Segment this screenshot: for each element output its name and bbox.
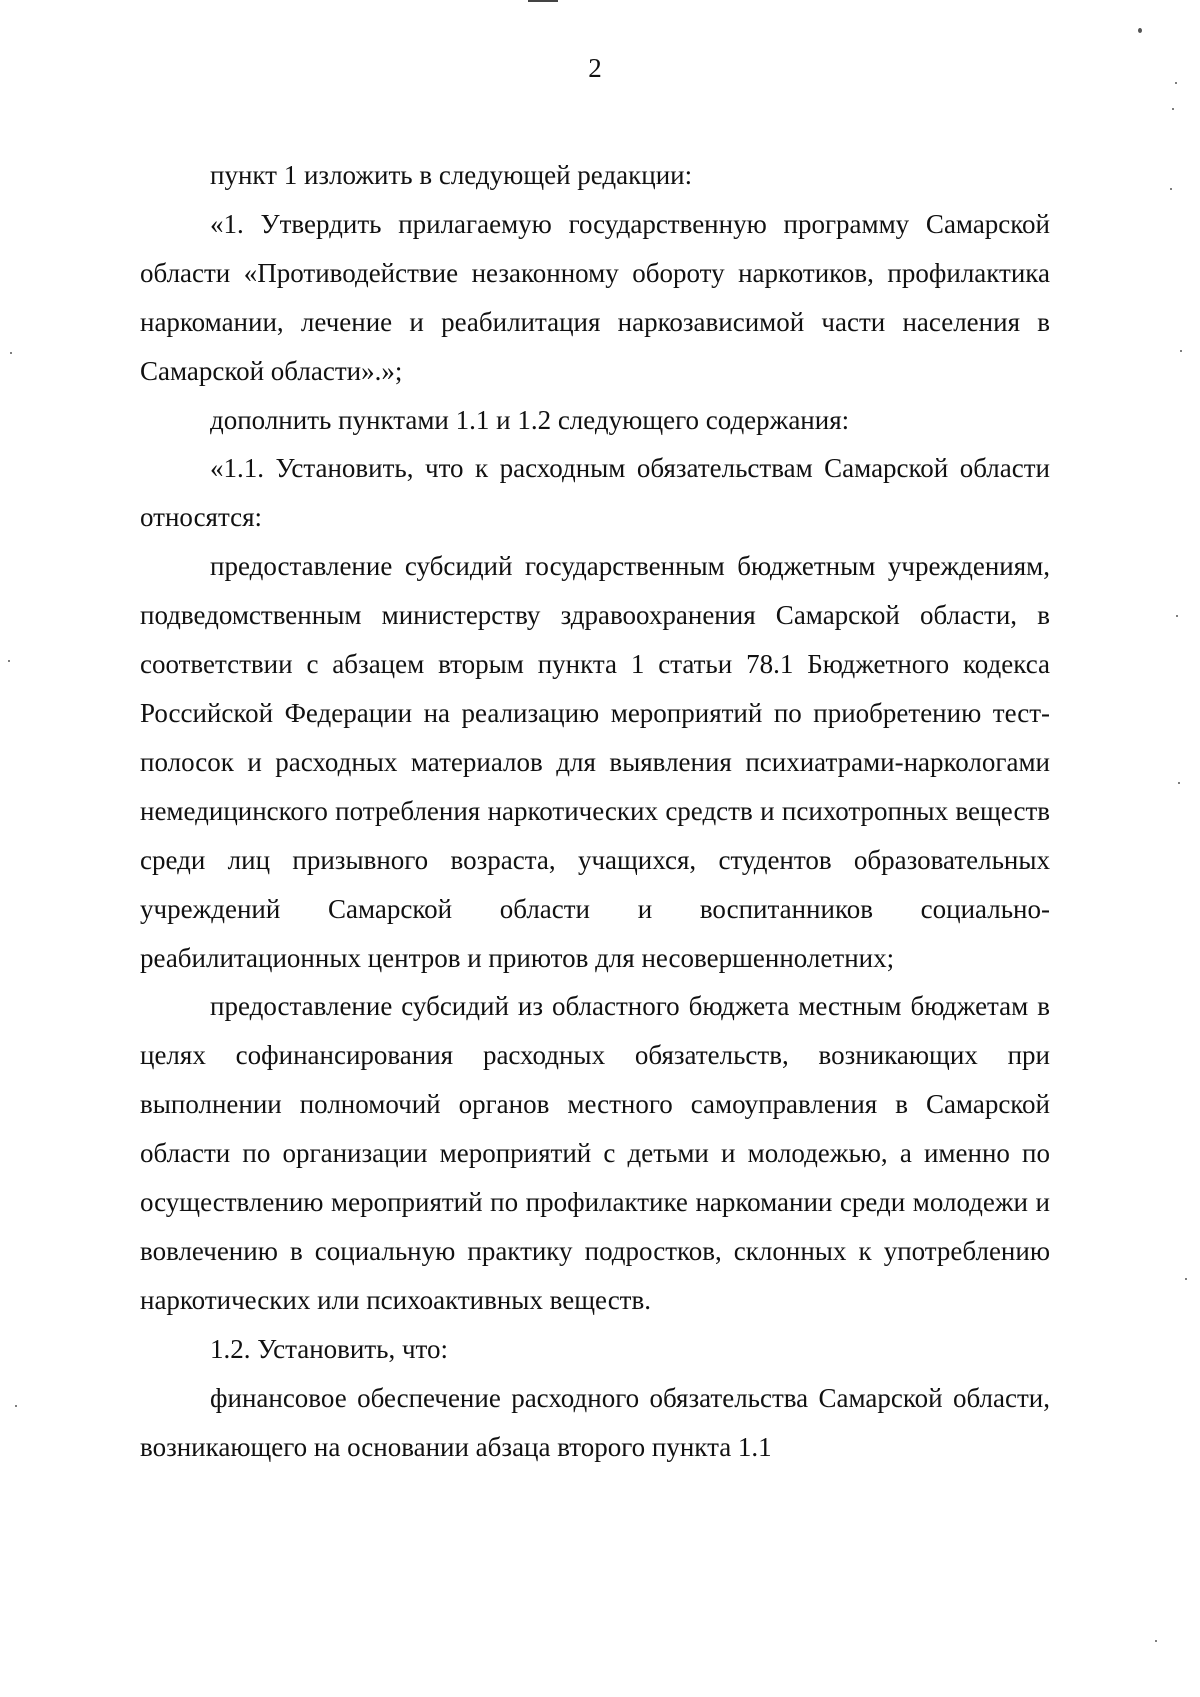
paragraph-point-1-text: «1. Утвердить прилагаемую государственную программу Самарской области «Противодействие незаконному обороту наркотиков, профилактика наркомании, лечение и реабилитация наркозависимой части населения в Самарской области».»; [140, 208, 1050, 386]
scan-speck [1138, 28, 1142, 33]
paragraph-subsidies-local: предоставление субсидий из областного бюджета местным бюджетам в целях софинансирования расходных обязательств, возникающих при выполнении полномочий органов местного самоуправления в Самарской области по организации мероприятий с детьми и молодежью, а именно по осуществлению мероприятий по профилактике наркомании среди молодежи и вовлечению в социальную практику подростков, склонных к употреблению наркотических или психоактивных веществ. [140, 991, 1050, 1315]
paragraph-point-1-1: «1.1. Установить, что к расходным обязательствам Самарской области относятся: [140, 453, 1050, 533]
scan-speck [10, 352, 12, 354]
paragraph-add-points: дополнить пунктами 1.1 и 1.2 следующего содержания: [210, 404, 850, 435]
scan-speck [1172, 108, 1174, 110]
scan-speck [1178, 782, 1180, 784]
scan-speck [1170, 188, 1172, 190]
document-body [140, 151, 1050, 1471]
scan-speck [15, 1405, 17, 1407]
paragraph-amend-point-1: пункт 1 изложить в следующей редакции: [210, 160, 693, 190]
scan-speck [1175, 82, 1177, 84]
paragraph-financing: финансовое обеспечение расходного обязательства Самарской области, возникающего на основании абзаца второго пункта 1.1 [140, 1382, 1050, 1462]
scan-speck [1180, 350, 1182, 352]
scan-speck [1155, 1640, 1157, 1642]
scan-speck [1176, 615, 1178, 617]
paragraph-point-1-2: 1.2. Установить, что: [210, 1333, 449, 1364]
scan-edge-mark [528, 0, 558, 2]
scan-speck [8, 660, 10, 662]
paragraph-subsidies-health: предоставление субсидий государственным бюджетным учреждениям, подведомственным министерству здравоохранения Самарской области, в соответствии с абзацем вторым пункта 1 статьи 78.1 Бюджетного кодекса Российской Федерации на реализацию мероприятий по приобретению тест-полосок и расходных материалов для выявления психиатрами-наркологами немедицинского потребления наркотических средств и психотропных веществ среди лиц призывного возраста, учащихся, студентов образовательных учреждений Самарской области и воспитанников социально-реабилитационных центров и приютов для несовершеннолетних; [140, 551, 1050, 973]
scan-speck [1185, 1278, 1187, 1280]
page-number: 2 [588, 53, 602, 83]
